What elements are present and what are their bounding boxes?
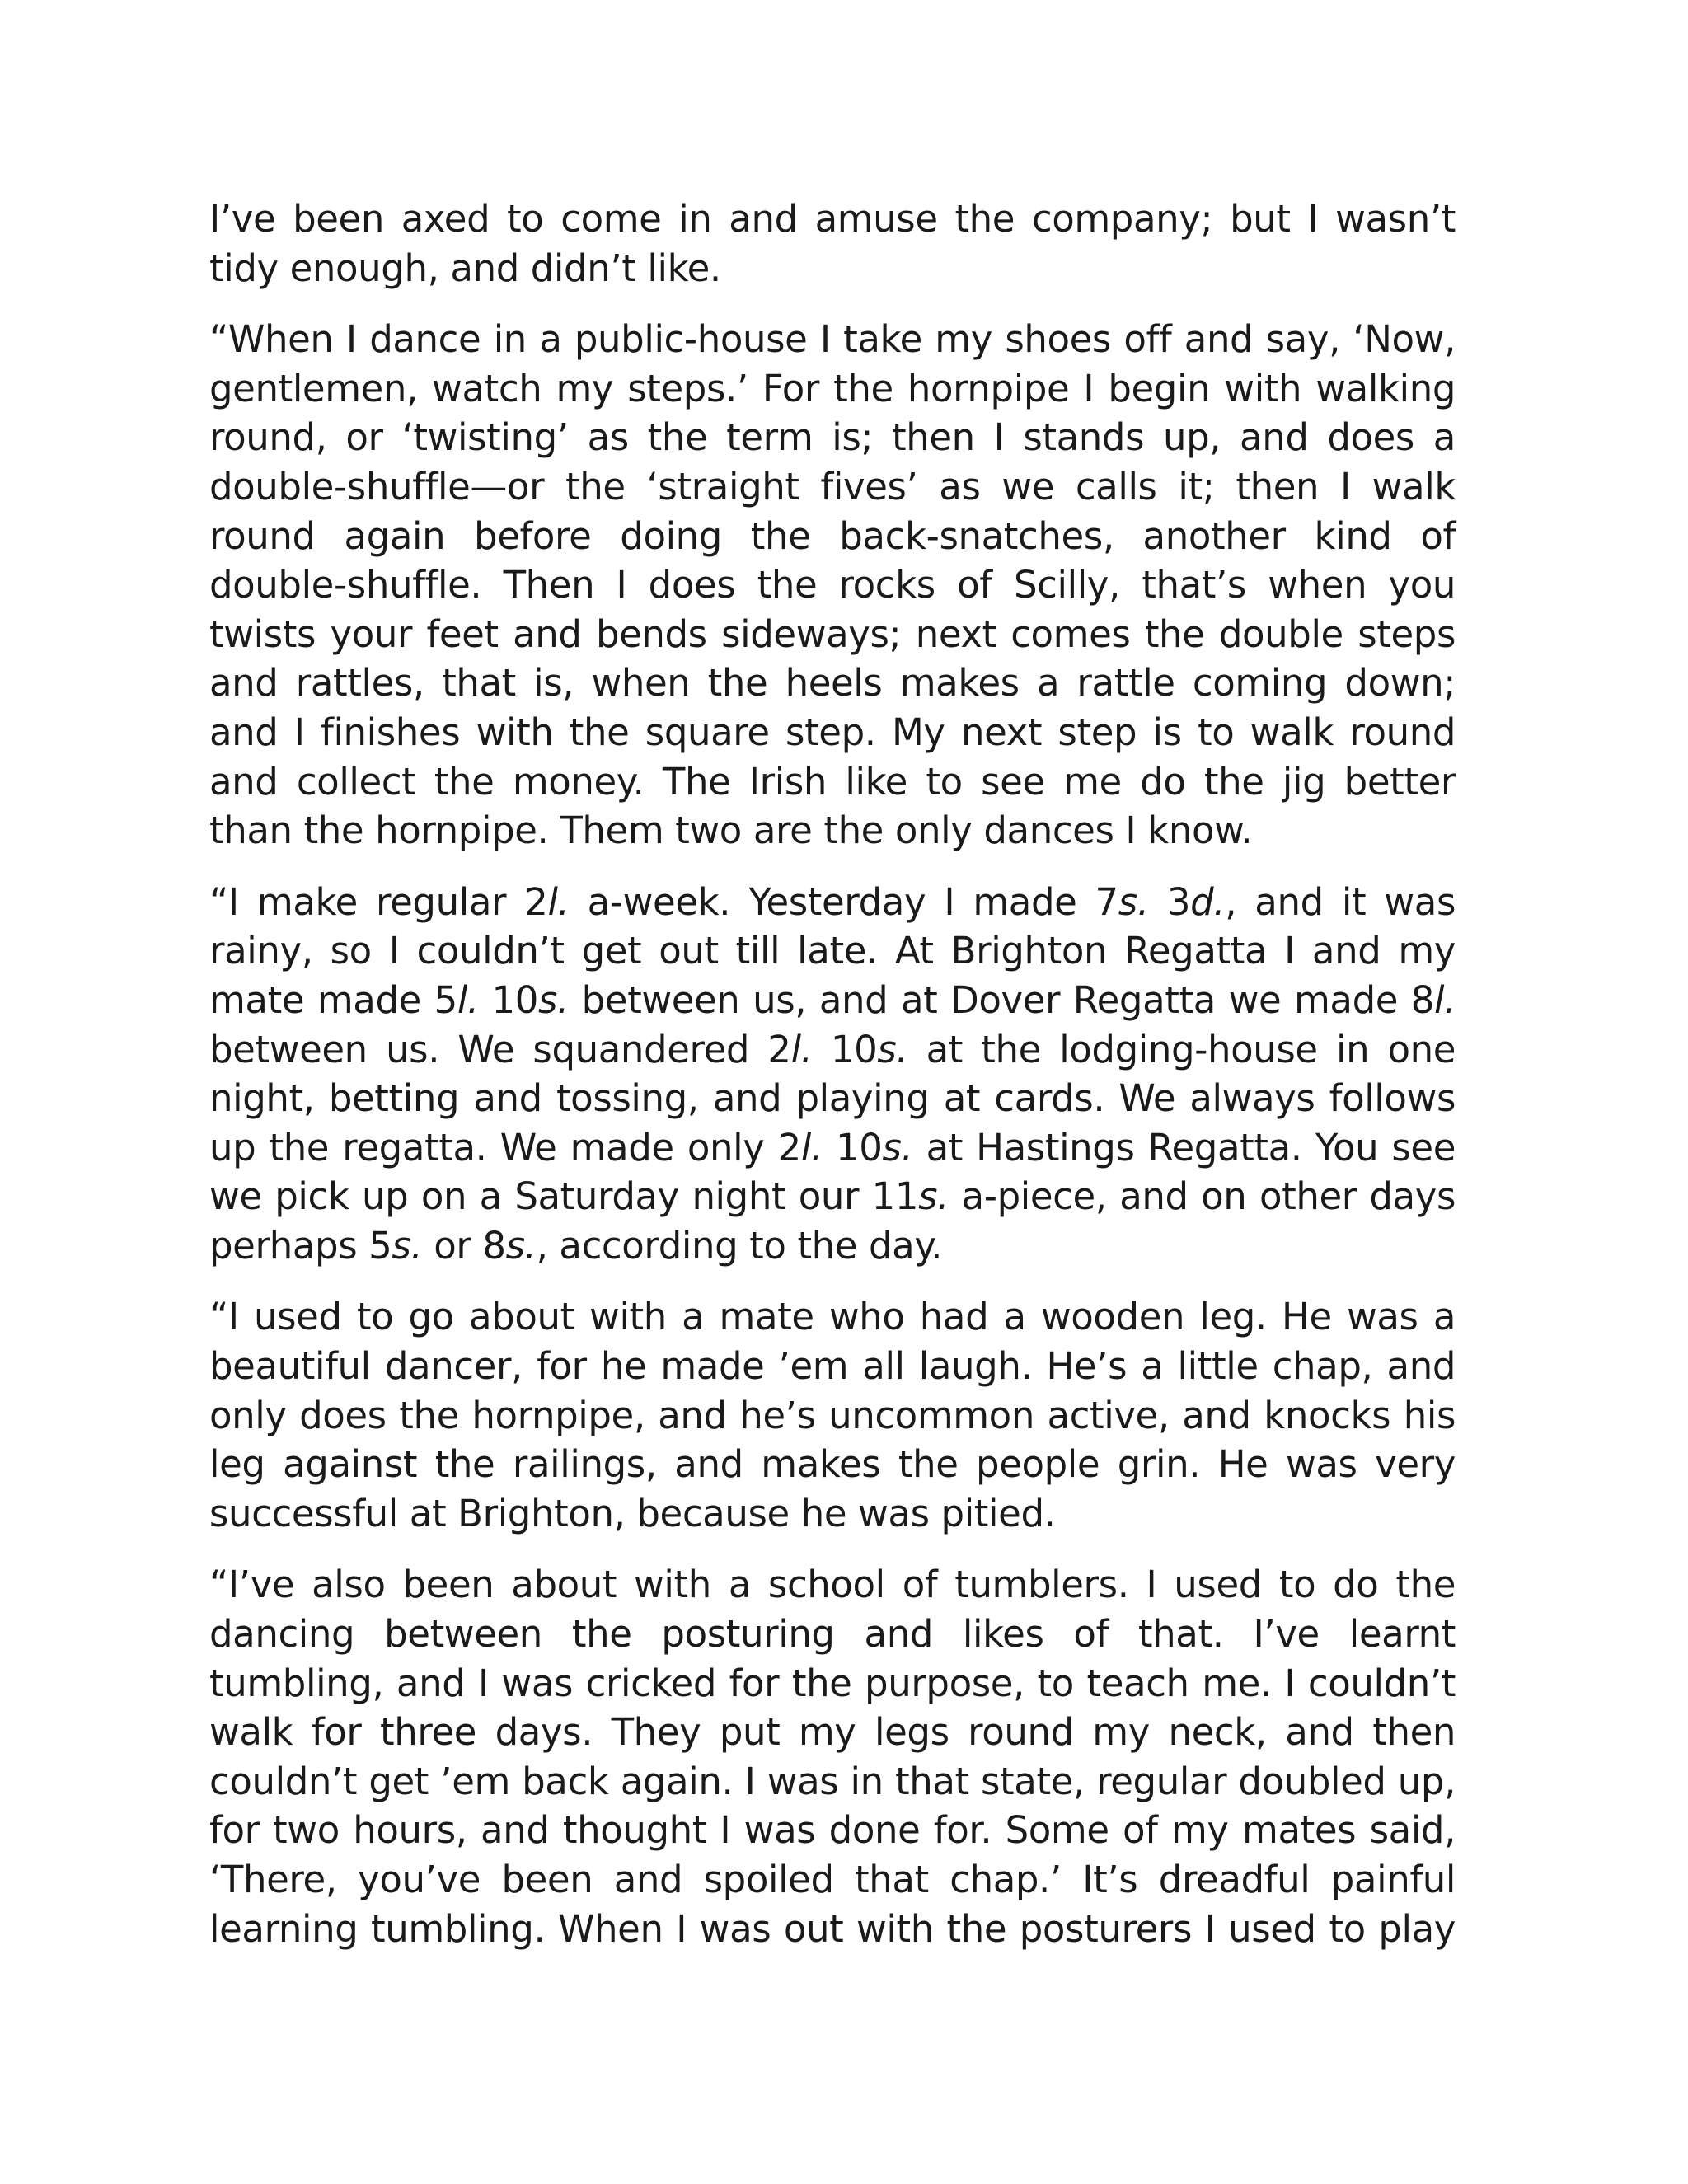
text-run: 10 (478, 977, 538, 1022)
text-run: 3 (1148, 879, 1191, 924)
text-run: “I make regular 2 (209, 879, 548, 924)
text-run: , and it was rainy, so I couldn’t get out till late. At Brighton Regatta I and my mate made 5 (209, 879, 1456, 1022)
text-run: between us. We squandered 2 (209, 1027, 791, 1071)
text-paragraph (209, 1560, 1456, 1953)
text-paragraph (209, 878, 1456, 1271)
text-run: a-piece, and on other days perhaps 5 (209, 1174, 1456, 1268)
text-run: or 8 (422, 1223, 506, 1268)
text-run: a-week. Yesterday I made 7 (569, 879, 1118, 924)
page-body (209, 194, 1456, 1953)
currency-abbreviation: s. (537, 977, 569, 1022)
text-run: “When I dance in a public-house I take my shoes off and say, ‘Now, gentlemen, watch my steps.’ For the hornpipe I begin with walking round, or ‘twisting’ as the term is; then I stands up, and does a double-shuffle—or the ‘straight fives’ as we calls it; then I walk round again before doing the back-snatches, another kind of double-shuffle. Then I does the rocks of Scilly, that’s when you twists your feet and bends sideways; next comes the double steps and rattles, that is, when the heels makes a rattle coming down; and I finishes with the square step. My next step is to walk round and collect the money. The Irish like to see me do the jig better than the hornpipe. Them two are the only dances I know. (209, 317, 1456, 853)
text-run: 10 (812, 1027, 878, 1071)
currency-abbreviation: s. (392, 1223, 423, 1268)
currency-abbreviation: l. (790, 1027, 813, 1071)
text-run: I’ve been axed to come in and amuse the company; but I wasn’t tidy enough, and didn’t like. (209, 197, 1456, 290)
text-paragraph (209, 315, 1456, 855)
currency-abbreviation: s. (918, 1174, 950, 1219)
currency-abbreviation: s. (877, 1027, 908, 1071)
text-run: “I used to go about with a mate who had a wooden leg. He was a beautiful dancer, for he made ’em all laugh. He’s a little chap, and only does the hornpipe, and he’s uncommon active, and knocks his leg against the railings, and makes the people grin. He was very successful at Brighton, because he was pitied. (209, 1295, 1456, 1535)
text-run: , according to the day. (536, 1223, 943, 1268)
text-run: “I’ve also been about with a school of tumblers. I used to do the dancing between the posturing and likes of that. I’ve learnt tumbling, and I was cricked for the purpose, to teach me. I couldn’t walk for three days. They put my legs round my neck, and then couldn’t get ’em back again. I was in that state, regular doubled up, for two hours, and thought I was done for. Some of my mates said, ‘There, you’ve been and spoiled that chap.’ It’s dreadful painful learning tumbling. When I was out with the posturers I used to play (209, 1563, 1456, 1951)
currency-abbreviation: l. (547, 879, 570, 924)
text-run: 10 (822, 1125, 883, 1169)
text-run: between us, and at Dover Regatta we made 8 (568, 977, 1434, 1022)
currency-abbreviation: s. (882, 1125, 913, 1169)
currency-abbreviation: s. (505, 1223, 537, 1268)
currency-abbreviation: l. (1433, 977, 1456, 1022)
currency-abbreviation: l. (800, 1125, 823, 1169)
text-run: at the lodging-house in one night, betting and tossing, and playing at cards. We always follows up the regatta. We made only 2 (209, 1027, 1456, 1169)
currency-abbreviation: s. (1118, 879, 1149, 924)
currency-abbreviation: d. (1190, 879, 1226, 924)
text-paragraph (209, 194, 1456, 293)
text-paragraph (209, 1292, 1456, 1538)
currency-abbreviation: l. (457, 977, 479, 1022)
text-run: at Hastings Regatta. You see we pick up on a Saturday night our 11 (209, 1125, 1456, 1219)
